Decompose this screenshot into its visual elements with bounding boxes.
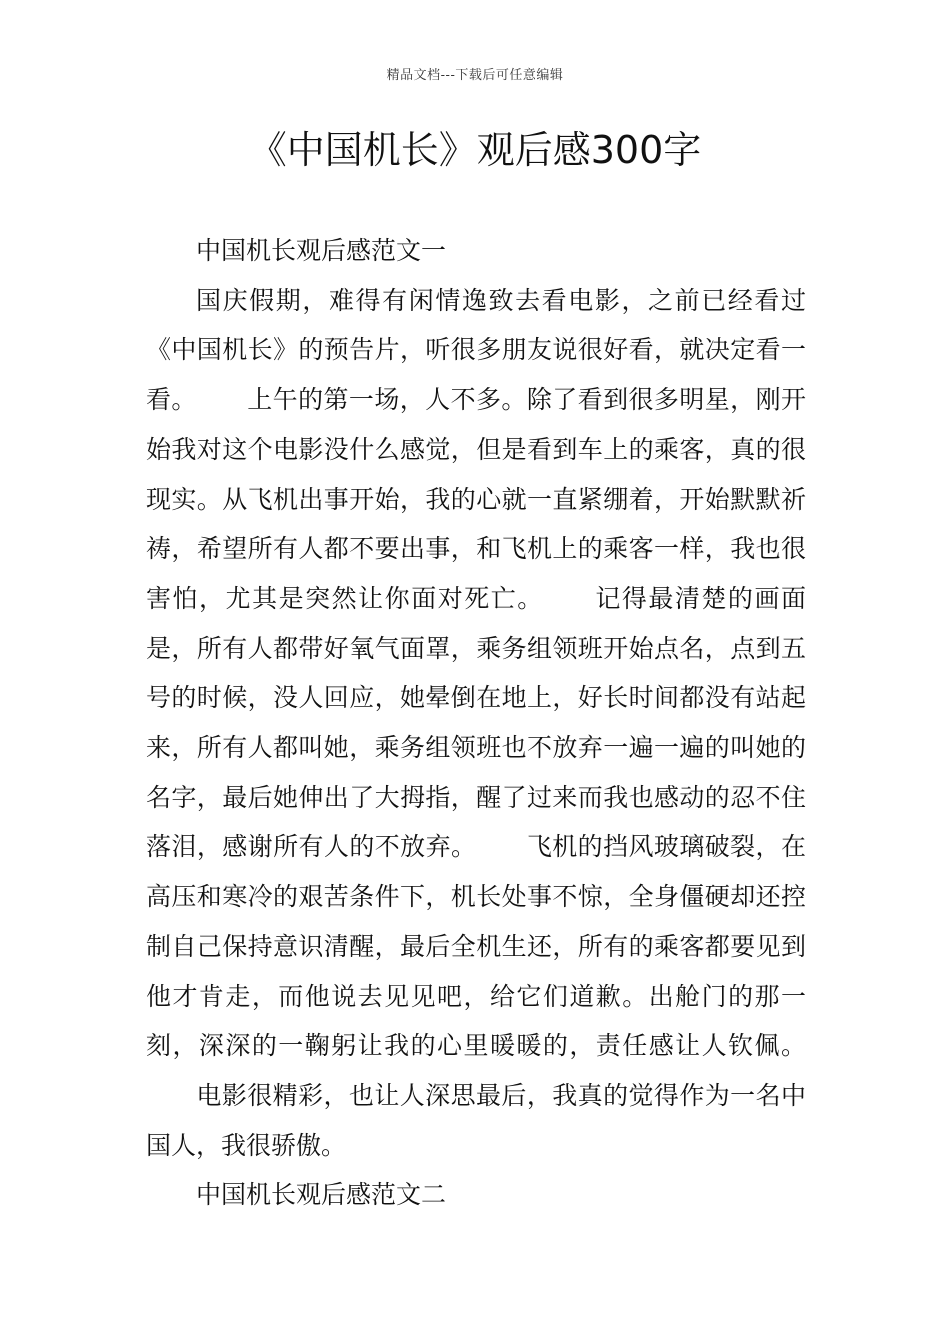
paragraph-1-part-3: 记得最清楚的画面是，所有人都带好氧气面罩，乘务组领班开始点名，点到五号的时候，没人回应，她晕倒在地上，好长时间都没有站起来，所有人都叫她，乘务组领班也不放弃一遍一遍的叫她的名字，最后她伸出了大拇指，醒了过来而我也感动的忍不住落泪，感谢所有人的不放弃。 bbox=[146, 583, 806, 862]
paragraph-1 bbox=[146, 276, 806, 1171]
section-heading-2: 中国机长观后感范文二 bbox=[196, 1180, 447, 1210]
document-title: 《中国机长》观后感300字 bbox=[248, 128, 702, 172]
section-heading-1: 中国机长观后感范文一 bbox=[196, 236, 447, 265]
paragraph-1-part-5: 电影很精彩，也让人深思最后，我真的觉得作为一名中国人，我很骄傲。 bbox=[146, 1080, 806, 1160]
document-body bbox=[146, 226, 806, 1220]
page-header: 精品文档---下载后可任意编辑 bbox=[386, 68, 564, 83]
paragraph-1-part-1: 国庆假期，难得有闲情逸致去看电影，之前已经看过《中国机长》的预告片，听很多朋友说很好看，就决定看一看。 bbox=[146, 285, 806, 415]
paragraph-1-part-2: 上午的第一场，人不多。除了看到很多明星，刚开始我对这个电影没什么感觉，但是看到车上的乘客，真的很现实。从飞机出事开始，我的心就一直紧绷着，开始默默祈祷，希望所有人都不要出事，和飞机上的乘客一样，我也很害怕，尤其是突然让你面对死亡。 bbox=[146, 385, 806, 613]
paragraph-1-part-4: 飞机的挡风玻璃破裂，在高压和寒冷的艰苦条件下，机长处事不惊，全身僵硬却还控制自己保持意识清醒，最后全机生还，所有的乘客都要见到他才肯走，而他说去见见吧，给它们道歉。出舱门的那一刻，深深的一鞠躬让我的心里暖暖的，责任感让人钦佩。 bbox=[146, 832, 806, 1061]
